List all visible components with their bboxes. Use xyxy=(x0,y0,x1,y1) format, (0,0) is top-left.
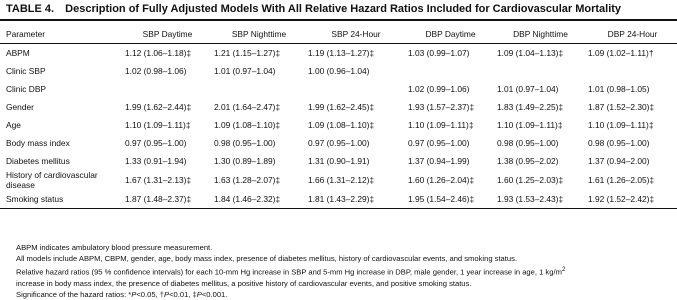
table-cell: 0.98 (0.95–1.00) xyxy=(497,138,559,148)
table-cell: 2.01 (1.64–2.47)‡ xyxy=(214,102,281,112)
table-cell: 1.63 (1.28–2.07)‡ xyxy=(214,175,281,185)
table-cell: 1.93 (1.57–2.37)‡ xyxy=(408,102,475,112)
header-dbp-nighttime: DBP Nighttime xyxy=(493,25,584,44)
table-row xyxy=(0,170,677,190)
table-cell: 1.00 (0.96–1.04) xyxy=(308,66,370,76)
row-label: History of cardiovascular disease xyxy=(6,170,98,190)
row-label: Gender xyxy=(6,102,34,112)
table-header-row xyxy=(0,25,677,44)
table-cell: 1.37 (0.94–2.00) xyxy=(588,156,650,166)
table-row xyxy=(0,152,677,170)
table-cell: 1.09 (1.04–1.13)‡ xyxy=(497,48,564,58)
table-cell xyxy=(210,80,304,98)
table-cell: 1.83 (1.49–2.25)‡ xyxy=(497,102,564,112)
table-cell: 1.19 (1.13–1.27)‡ xyxy=(308,48,375,58)
row-label: Diabetes mellitus xyxy=(6,156,70,166)
footnote-hr-superscript: 2 xyxy=(561,266,566,273)
footnote-p-symbol: P xyxy=(196,289,202,299)
table-cell xyxy=(493,62,584,80)
table-cell: 1.33 (0.91–1.94) xyxy=(125,156,187,166)
table-row xyxy=(0,44,677,63)
table-cell: 1.31 (0.90–1.91) xyxy=(308,156,370,166)
table-cell: 1.03 (0.99–1.07) xyxy=(408,48,470,58)
footnote-p-symbol: P xyxy=(131,289,137,299)
header-dbp-daytime: DBP Daytime xyxy=(404,25,493,44)
table-caption: Description of Fully Adjusted Models With All Relative Hazard Ratios Included for Cardiovascular Mortality xyxy=(65,3,622,15)
footnote-p-symbol: P xyxy=(164,289,170,299)
table-row xyxy=(0,190,677,209)
table-cell: 0.98 (0.95–1.00) xyxy=(214,138,276,148)
table-cell: 1.37 (0.94–1.99) xyxy=(408,156,470,166)
table-row xyxy=(0,62,677,80)
hazard-ratio-table xyxy=(0,25,677,209)
table-cell: 1.21 (1.15–1.27)‡ xyxy=(214,48,281,58)
table-cell: 1.12 (1.06–1.18)‡ xyxy=(125,48,192,58)
header-sbp-24-hour: SBP 24-Hour xyxy=(304,25,404,44)
footnote-hr-text: Relative hazard ratios (95 % confidence intervals) for each 10-mm Hg increase in SBP and 5-mm Hg increase in DBP, male gender, 1 year increase in age, 1 kg/m xyxy=(16,267,562,277)
table-cell: 1.10 (1.09–1.11)‡ xyxy=(588,120,654,130)
table-cell xyxy=(584,62,677,80)
table-row xyxy=(0,134,677,152)
table-cell: 0.97 (0.95–1.00) xyxy=(408,138,470,148)
table-cell: 1.99 (1.62–2.44)‡ xyxy=(125,102,192,112)
table-cell: 1.99 (1.62–2.45)‡ xyxy=(308,102,375,112)
table-cell: 1.38 (0.95–2.02) xyxy=(497,156,559,166)
table-cell: 1.92 (1.52–2.42)‡ xyxy=(584,190,677,209)
row-label: Body mass index xyxy=(6,138,70,148)
table-cell: 0.98 (0.95–1.00) xyxy=(588,138,650,148)
table-cell: 1.01 (0.97–1.04) xyxy=(214,66,276,76)
header-parameter: Parameter xyxy=(0,25,121,44)
table-row xyxy=(0,98,677,116)
table-cell: 1.87 (1.48–2.37)‡ xyxy=(121,190,210,209)
table-cell: 1.01 (0.98–1.05) xyxy=(588,84,650,94)
table-cell: 1.60 (1.25–2.03)‡ xyxy=(497,175,564,185)
table-cell: 1.67 (1.31–2.13)‡ xyxy=(125,175,192,185)
table-cell: 1.60 (1.26–2.04)‡ xyxy=(408,175,475,185)
footnote-significance xyxy=(16,289,671,300)
footnote-hr-text-cont: increase in body mass index, the presence of diabetes mellitus, a positive history of cardiovascular events, and positive smoking status. xyxy=(16,278,472,288)
table-cell xyxy=(404,62,493,80)
footnote-hazard-ratios xyxy=(16,264,671,289)
table-cell: 1.09 (1.08–1.10)‡ xyxy=(214,120,281,130)
table-cell: 1.61 (1.26–2.05)‡ xyxy=(588,175,655,185)
table-cell: 1.95 (1.54–2.46)‡ xyxy=(404,190,493,209)
row-label: Clinic DBP xyxy=(6,84,47,94)
footnote-models: All models include ABPM, CBPM, gender, age, body mass index, presence of diabetes mellitus, history of cardiovascular events, and smoking status. xyxy=(16,254,518,263)
header-sbp-nighttime: SBP Nighttime xyxy=(210,25,304,44)
table-footnotes xyxy=(16,242,671,300)
table-cell: 1.66 (1.31–2.12)‡ xyxy=(308,175,375,185)
table-cell: 1.84 (1.46–2.32)‡ xyxy=(210,190,304,209)
row-label: Age xyxy=(6,120,21,130)
table-title xyxy=(6,2,671,16)
footnote-sig-text: <0.01, ‡ xyxy=(169,289,197,299)
table-cell: 1.87 (1.52–2.30)‡ xyxy=(588,102,655,112)
row-label: ABPM xyxy=(6,48,30,58)
table-row xyxy=(0,116,677,134)
table-cell xyxy=(304,80,404,98)
footnote-sig-text: <0.001. xyxy=(201,289,228,299)
header-sbp-daytime: SBP Daytime xyxy=(121,25,210,44)
table-cell xyxy=(121,80,210,98)
table-cell: 1.93 (1.53–2.43)‡ xyxy=(493,190,584,209)
table-cell: 1.10 (1.09–1.11)‡ xyxy=(125,120,191,130)
table-cell: 1.30 (0.89–1.89) xyxy=(214,156,276,166)
table-row xyxy=(0,80,677,98)
header-dbp-24-hour: DBP 24-Hour xyxy=(584,25,677,44)
table-cell: 0.97 (0.95–1.00) xyxy=(308,138,370,148)
table-cell: 1.81 (1.43–2.29)‡ xyxy=(304,190,404,209)
footnote-sig-text: Significance of the hazard ratios: * xyxy=(16,289,132,299)
table-cell: 1.09 (1.08–1.10)‡ xyxy=(308,120,375,130)
table-cell: 1.09 (1.02–1.11)† xyxy=(588,48,654,58)
footnote-abbreviation: ABPM indicates ambulatory blood pressure measurement. xyxy=(16,243,213,252)
row-label: Smoking status xyxy=(0,190,121,209)
row-label: Clinic SBP xyxy=(6,66,46,76)
table-number: TABLE 4. xyxy=(6,3,55,15)
table-cell: 1.10 (1.09–1.11)‡ xyxy=(497,120,563,130)
table-cell: 1.02 (0.99–1.06) xyxy=(408,84,470,94)
top-rule xyxy=(0,19,677,21)
table-cell: 0.97 (0.95–1.00) xyxy=(125,138,187,148)
footnote-sig-text: <0.05, † xyxy=(136,289,164,299)
table-cell: 1.10 (1.09–1.11)‡ xyxy=(408,120,474,130)
table-cell: 1.01 (0.97–1.04) xyxy=(497,84,559,94)
table-cell: 1.02 (0.98–1.06) xyxy=(125,66,187,76)
